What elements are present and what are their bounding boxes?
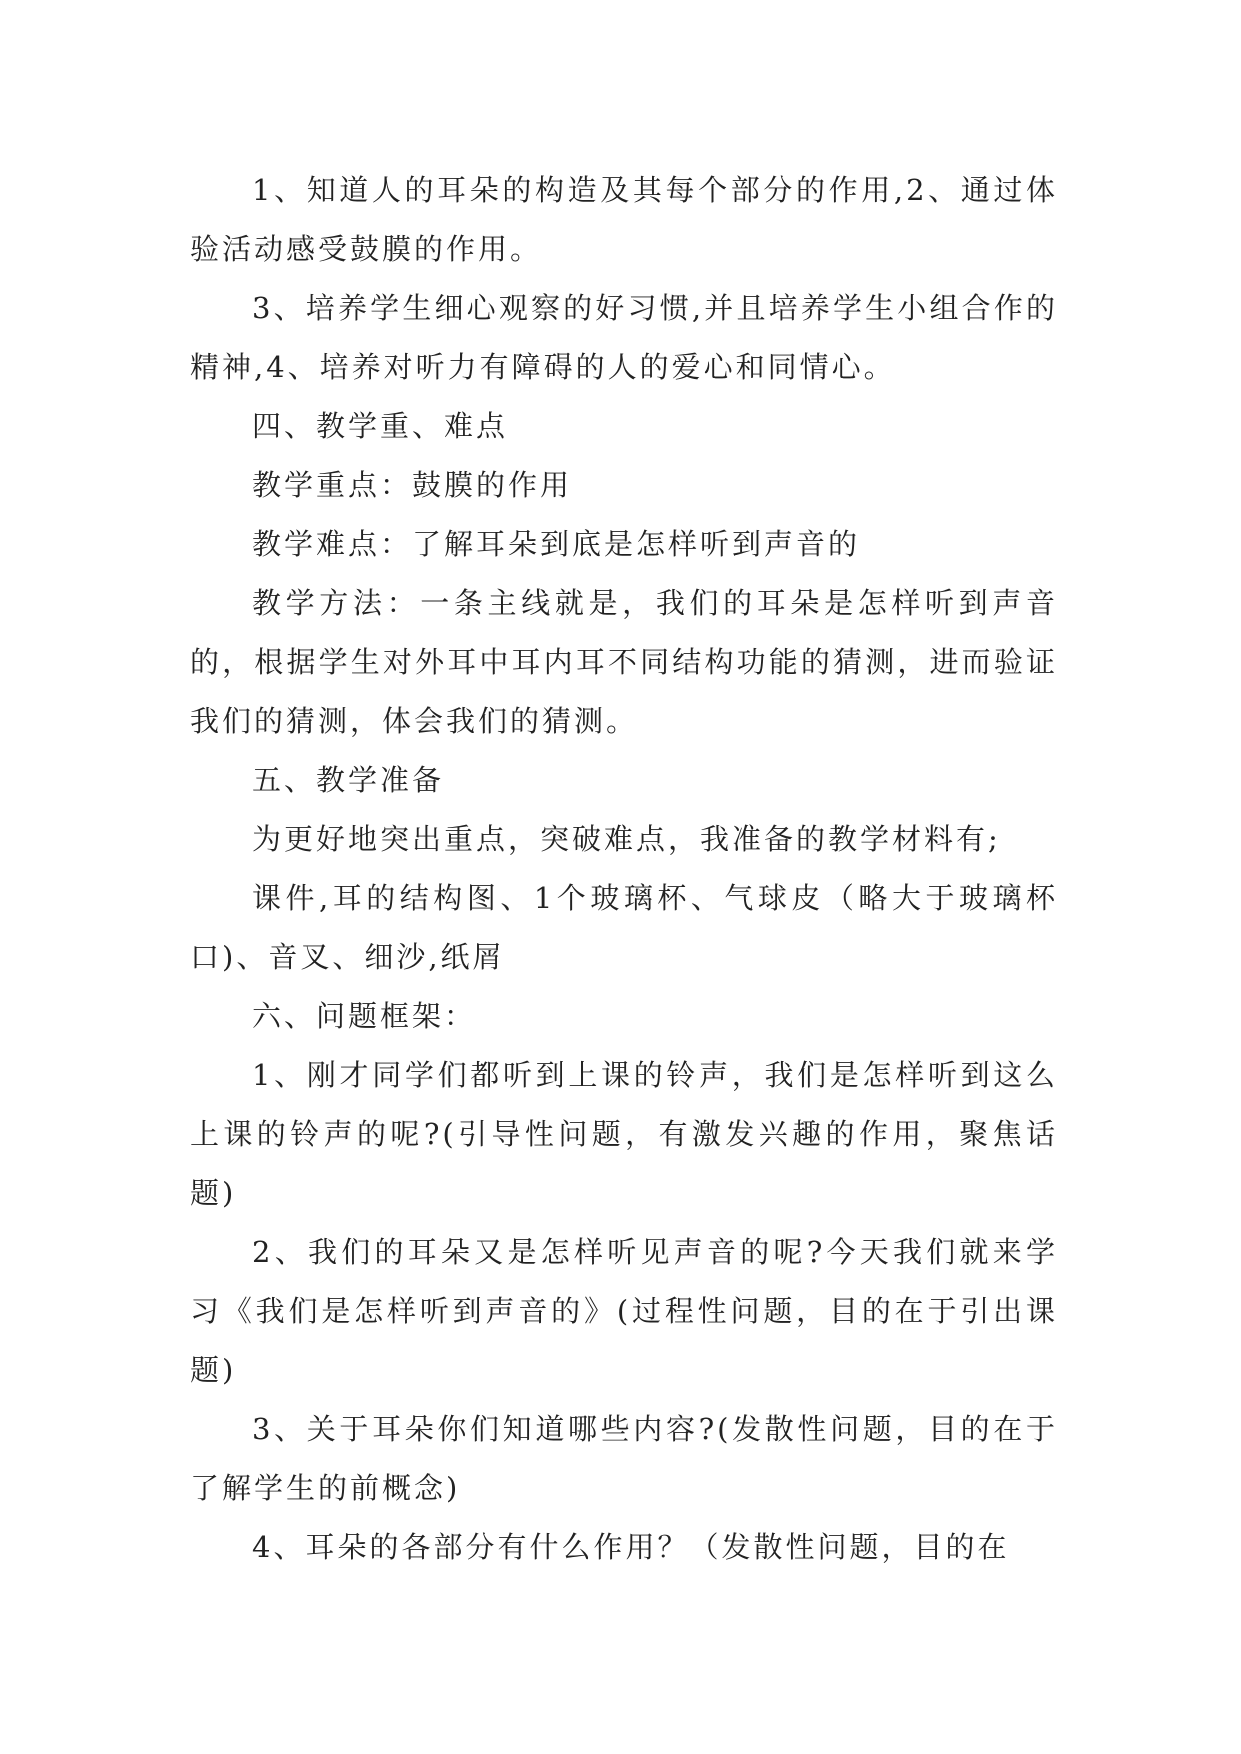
section-heading-key-points: 四、教学重、难点 xyxy=(252,409,509,443)
paragraph-objectives-1-2: 1、知道人的耳朵的构造及其每个部分的作用,2、通过体验活动感受鼓膜的作用。 xyxy=(190,173,1058,266)
paragraph-question-2: 2、我们的耳朵又是怎样听见声音的呢?今天我们就来学习《我们是怎样听到声音的》(过程性问题，目的在于引出课题) xyxy=(190,1235,1058,1387)
paragraph-teaching-method: 教学方法：一条主线就是，我们的耳朵是怎样听到声音的，根据学生对外耳中耳内耳不同结构功能的猜测，进而验证我们的猜测，体会我们的猜测。 xyxy=(190,586,1058,738)
paragraph-teaching-focus: 教学重点：鼓膜的作用 xyxy=(252,468,573,502)
paragraph-question-3: 3、关于耳朵你们知道哪些内容?(发散性问题，目的在于了解学生的前概念) xyxy=(190,1412,1058,1505)
paragraph-question-4: 4、耳朵的各部分有什么作用？（发散性问题，目的在 xyxy=(252,1530,1010,1564)
paragraph-objectives-3-4: 3、培养学生细心观察的好习惯,并且培养学生小组合作的精神,4、培养对听力有障碍的人的爱心和同情心。 xyxy=(190,291,1058,384)
section-heading-preparation: 五、教学准备 xyxy=(252,763,445,797)
paragraph-teaching-difficulty: 教学难点：了解耳朵到底是怎样听到声音的 xyxy=(252,527,861,561)
paragraph-materials-list: 课件,耳的结构图、1个玻璃杯、气球皮（略大于玻璃杯口)、音叉、细沙,纸屑 xyxy=(190,881,1058,974)
paragraph-question-1: 1、刚才同学们都听到上课的铃声，我们是怎样听到这么上课的铃声的呢?(引导性问题，有激发兴趣的作用，聚焦话题) xyxy=(190,1058,1058,1210)
paragraph-preparation-intro: 为更好地突出重点，突破难点，我准备的教学材料有; xyxy=(252,822,1001,856)
section-heading-question-framework: 六、问题框架： xyxy=(252,999,477,1033)
document-body xyxy=(190,161,1058,1577)
